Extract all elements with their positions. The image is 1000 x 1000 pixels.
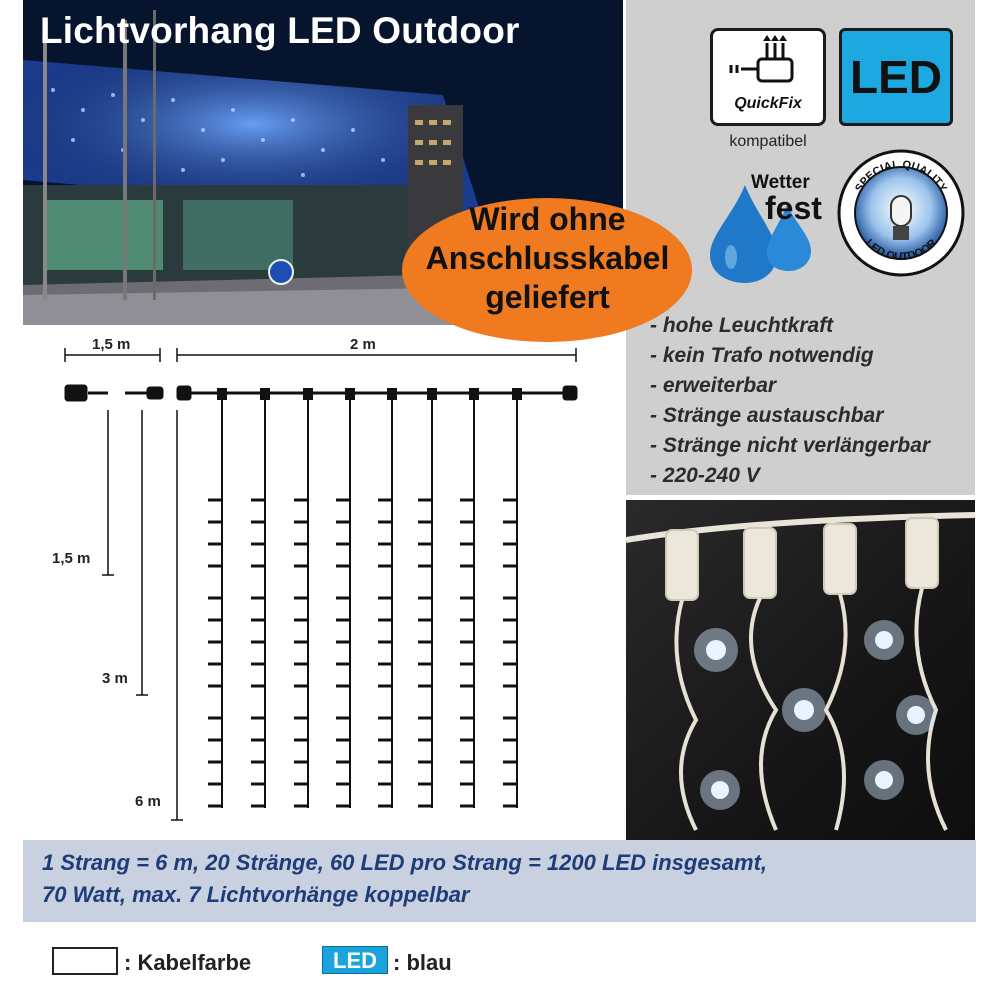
strand-connector [217,388,227,400]
quickfix-sub: kompatibel [729,133,807,150]
strand-connector [469,388,479,400]
badge-line1: Wird ohne [469,201,626,237]
led-icon-label: LED [850,51,942,103]
feature-item: - hohe Leuchtkraft [650,314,834,337]
led-strands [208,388,522,808]
feature-item: - kein Trafo notwendig [650,344,874,367]
cable-color-label: : Kabelfarbe [124,950,252,975]
dim-height-3: 6 m [135,793,161,810]
feature-item: - erweiterbar [650,374,777,397]
summary-line2: 70 Watt, max. 7 Lichtvorhänge koppelbar [42,882,470,907]
quickfix-icon [710,28,826,126]
seal-top-text: SPECIAL QUALITY [853,158,949,195]
strand-connector [345,388,355,400]
plug-icon [713,31,823,91]
dim-height-1: 1,5 m [52,550,91,567]
curtain-diagram [0,330,620,840]
dim-cable-width: 1,5 m [92,336,131,353]
strand-connector [260,388,270,400]
feature-item: - Stränge austauschbar [650,404,884,427]
led-color-swatch: LED [322,946,388,974]
wetter-line1: Wetter [751,172,810,193]
led-color-label: : blau [393,950,452,975]
strand-connector [427,388,437,400]
connector-photo [626,500,975,840]
feature-item: - 220-240 V [650,464,760,487]
summary-line1: 1 Strang = 6 m, 20 Stränge, 60 LED pro Strang = 1200 LED insgesamt, [42,850,768,875]
quickfix-label: QuickFix [734,95,802,112]
dim-curtain-width: 2 m [350,336,376,353]
badge-line3: geliefert [485,279,610,315]
dim-height-2: 3 m [102,670,128,687]
quality-seal-icon [836,148,966,278]
feature-item: - Stränge nicht verlängerbar [650,434,931,457]
seal-graphic [836,148,966,278]
cable-color-swatch [52,947,118,975]
strand-connector [387,388,397,400]
badge-line2: Anschlusskabel [425,240,670,276]
seal-bottom-text: LED OUTDOOR [862,237,940,264]
weatherproof-icon [705,165,825,285]
strand-connector [303,388,313,400]
strand-connector [512,388,522,400]
detail-photo [626,500,975,840]
wetter-line2: fest [765,190,822,226]
page-title: Lichtvorhang LED Outdoor [40,10,520,51]
led-icon [839,28,953,126]
